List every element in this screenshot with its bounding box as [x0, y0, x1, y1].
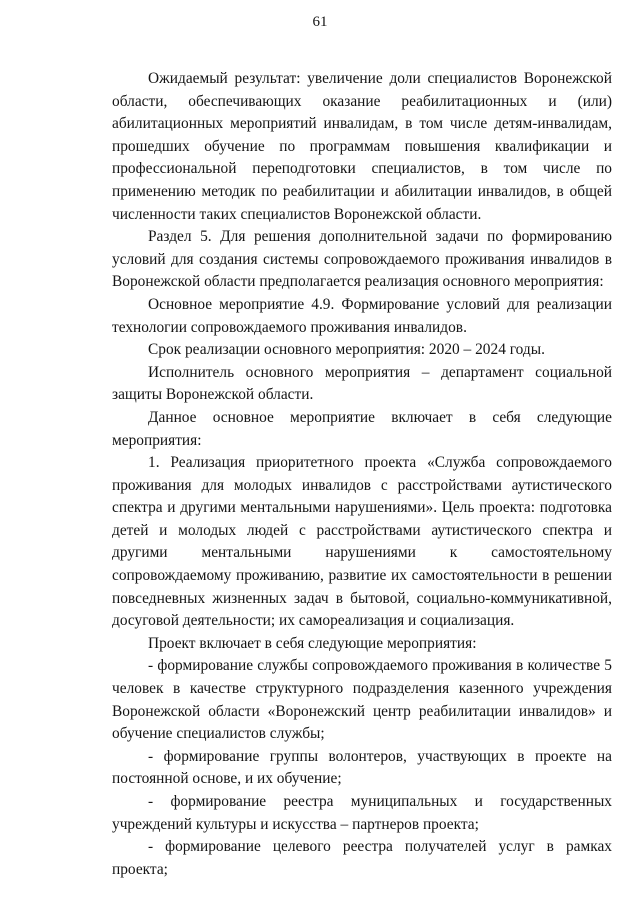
document-body [112, 68, 612, 881]
paragraph-project-includes: Проект включает в себя следующие мероприятия: [148, 634, 477, 652]
list-item-recipient-registry: - формирование целевого реестра получателей услуг в рамках проекта; [112, 838, 612, 878]
paragraph-priority-project: 1. Реализация приоритетного проекта «Служба сопровождаемого проживания для молодых инвалидов с расстройствами аутистического спектра и другими ментальными нарушениями». Цель проекта: подготовка детей и молодых людей с расстройствами аутистического спектра и другими ментальными нарушениями к самостоятельному сопровождаемому проживанию, развитие их самостоятельности в решении повседневных жизненных задач в бытовой, социально-коммуникативной, досуговой деятельности; их самореализация и социализация. [112, 454, 612, 630]
paragraph-implementation-period: Срок реализации основного мероприятия: 2020 – 2024 годы. [148, 341, 545, 359]
paragraph-section-5: Раздел 5. Для решения дополнительной задачи по формированию условий для создания системы сопровождаемого проживания инвалидов в Воронежской области предполагается реализация основного мероприятия: [112, 228, 612, 291]
paragraph-expected-result: Ожидаемый результат: увеличение доли специалистов Воронежской области, обеспечивающих оказание реабилитационных и (или) абилитационных мероприятий инвалидам, в том числе детям-инвалидам, прошедших обучение по программам повышения квалификации и профессиональной переподготовки специалистов, в том числе по применению методик по реабилитации и абилитации инвалидов, в общей численности таких специалистов Воронежской области. [112, 70, 612, 223]
list-item-volunteers: - формирование группы волонтеров, участвующих в проекте на постоянной основе, и их обучение; [112, 747, 612, 788]
list-item-support-service: - формирование службы сопровождаемого проживания в количестве 5 человек в качестве структурного подразделения казенного учреждения Воронежской области «Воронежский центр реабилитации инвалидов» и обучение специалистов службы; [112, 657, 612, 743]
paragraph-main-activity-4-9: Основное мероприятие 4.9. Формирование условий для реализации технологии сопровождаемого проживания инвалидов. [112, 295, 612, 336]
paragraph-executor: Исполнитель основного мероприятия – департамент социальной защиты Воронежской области. [112, 363, 612, 404]
paragraph-activities-intro: Данное основное мероприятие включает в себя следующие мероприятия: [112, 408, 612, 449]
list-item-partner-registry: - формирование реестра муниципальных и государственных учреждений культуры и искусства – партнеров проекта; [112, 793, 612, 833]
page-number: 61 [312, 14, 328, 30]
